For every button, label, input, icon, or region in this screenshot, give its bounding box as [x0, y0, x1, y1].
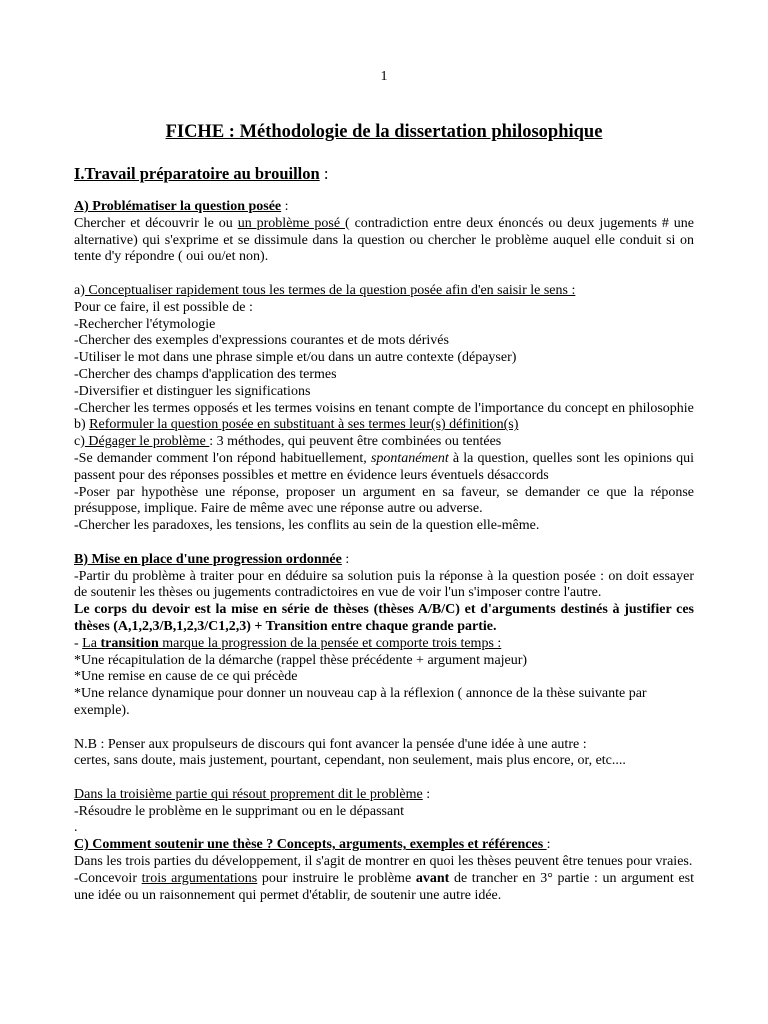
text: marque la progression de la pensée et comporte trois temps : [158, 635, 502, 651]
paragraph [74, 636, 694, 653]
list-item: -Rechercher l'étymologie [74, 316, 216, 332]
subsection-a-heading [74, 199, 694, 216]
heading-text: B) Mise en place d'une progression ordonnée [74, 551, 342, 567]
section-heading [74, 164, 328, 184]
text: -Concevoir [74, 870, 142, 886]
page-title: FICHE : Méthodologie de la dissertation philosophique [165, 122, 603, 142]
paragraph: certes, sans doute, mais justement, pourtant, cependant, non seulement, mais plus encore, or, etc.... [74, 753, 626, 769]
paragraph: -Poser par hypothèse une réponse, proposer un argument en sa faveur, se demander ce que la réponse présuppose, implique. Faire de même avec une réponse autre ou adverse. [74, 484, 694, 517]
bold-paragraph: Le corps du devoir est la mise en série de thèses (thèses A/B/C) et d'arguments destinés à justifier ces thèses (A,1,2,3/B,1,2,3/C1,2,3) + Transition entre chaque grande partie. [74, 602, 694, 634]
section-heading-colon: : [319, 164, 329, 183]
heading-colon: : [281, 199, 289, 214]
list-item: -Chercher des exemples d'expressions courantes et de mots dérivés [74, 333, 449, 349]
italic-text: spontanément [370, 450, 449, 466]
paragraph: -Chercher les paradoxes, les tensions, les conflits au sein de la question elle-même. [74, 518, 540, 534]
page-number: 1 [380, 69, 388, 84]
text: -Se demander comment l'on répond habituellement, [74, 450, 371, 466]
subsection-c-line [74, 434, 694, 451]
section-heading-text: I.Travail préparatoire au brouillon [74, 164, 320, 183]
text: pour instruire le problème [257, 870, 416, 886]
paragraph [74, 216, 694, 266]
subsection-b-heading [74, 552, 694, 569]
list-item: *Une récapitulation de la démarche (rappel thèse précédente + argument majeur) [74, 652, 528, 668]
text: La [82, 635, 101, 651]
text: a) [74, 282, 85, 298]
bold-text: avant [415, 870, 450, 886]
text: - [74, 635, 83, 651]
text: à la question, quelles sont les opinions qui passent pour des réponses possibles et mettre en évidence leurs éventuels désaccords [74, 450, 694, 483]
list-item: -Résoudre le problème en le supprimant ou en le dépassant [74, 803, 405, 819]
text: : 3 méthodes, qui peuvent être combinées ou tentées [209, 434, 502, 450]
underlined-text: Conceptualiser rapidement tous les termes de la question posée afin d'en saisir le sens : [84, 282, 576, 298]
underlined-text: Dégager le problème [84, 434, 210, 450]
paragraph [74, 451, 694, 485]
paragraph: -Partir du problème à traiter pour en déduire sa solution puis la réponse à la question posée : on doit essayer de soutenir les thèses ou jugements contradictoires en vue de voir l'un s'imposer contre l'autre. [74, 568, 694, 601]
underlined-text: Reformuler la question posée en substituant à ses termes leur(s) définition(s) [89, 417, 519, 433]
list-item: -Utiliser le mot dans une phrase simple et/ou dans un autre contexte (dépayser) [74, 350, 517, 366]
paragraph: Dans les trois parties du développement, il s'agit de montrer en quoi les thèses peuvent être tenues pour vraies. [74, 854, 693, 870]
underlined-text: un problème posé [237, 215, 346, 231]
paragraph [74, 787, 694, 804]
list-item: -Chercher des champs d'application des termes [74, 366, 337, 382]
text: de trancher en 3° partie : un argument est une idée ou un raisonnement qui permet d'établir, de soutenir une autre idée. [74, 870, 694, 903]
document-body [74, 199, 694, 904]
underlined-text [82, 636, 501, 651]
list-item: *Une relance dynamique pour donner un nouveau cap à la réflexion ( annonce de la thèse suivante par exemple). [74, 686, 647, 718]
paragraph: Pour ce faire, il est possible de : [74, 299, 253, 315]
paragraph: . [74, 820, 78, 836]
list-item: -Chercher les termes opposés et les termes voisins en tenant compte de l'importance du concept en philosophie [74, 400, 694, 416]
paragraph: N.B : Penser aux propulseurs de discours qui font avancer la pensée d'une idée à une autre : [74, 736, 587, 752]
list-item: -Diversifier et distinguer les significations [74, 383, 311, 399]
list-item: *Une remise en cause de ce qui précède [74, 669, 298, 685]
heading-colon: : [341, 551, 350, 567]
subsection-c-heading [74, 837, 694, 854]
text: ( contradiction entre deux énoncés ou deux jugements # une alternative) qui s'exprime et se dissimule dans la question ou chercher le problème auquel elle conduit si on tente d'y répondre ( oui ou/et non). [74, 215, 695, 265]
text: c) [74, 434, 85, 450]
bold-text: transition [100, 635, 159, 651]
text: : [422, 786, 431, 802]
paragraph [74, 871, 694, 905]
text: Chercher et découvrir le ou [74, 215, 238, 231]
underlined-text: Dans la troisième partie qui résout proprement dit le problème [74, 786, 423, 802]
subsection-b-line [74, 417, 694, 434]
text: b) [74, 417, 90, 433]
heading-colon: : [546, 837, 551, 853]
heading-text: A) Problématiser la question posée [74, 199, 282, 214]
underlined-text: trois argumentations [141, 870, 258, 886]
subsection-a-small-heading [74, 283, 694, 300]
heading-text: C) Comment soutenir une thèse ? Concepts, arguments, exemples et références [74, 837, 547, 853]
